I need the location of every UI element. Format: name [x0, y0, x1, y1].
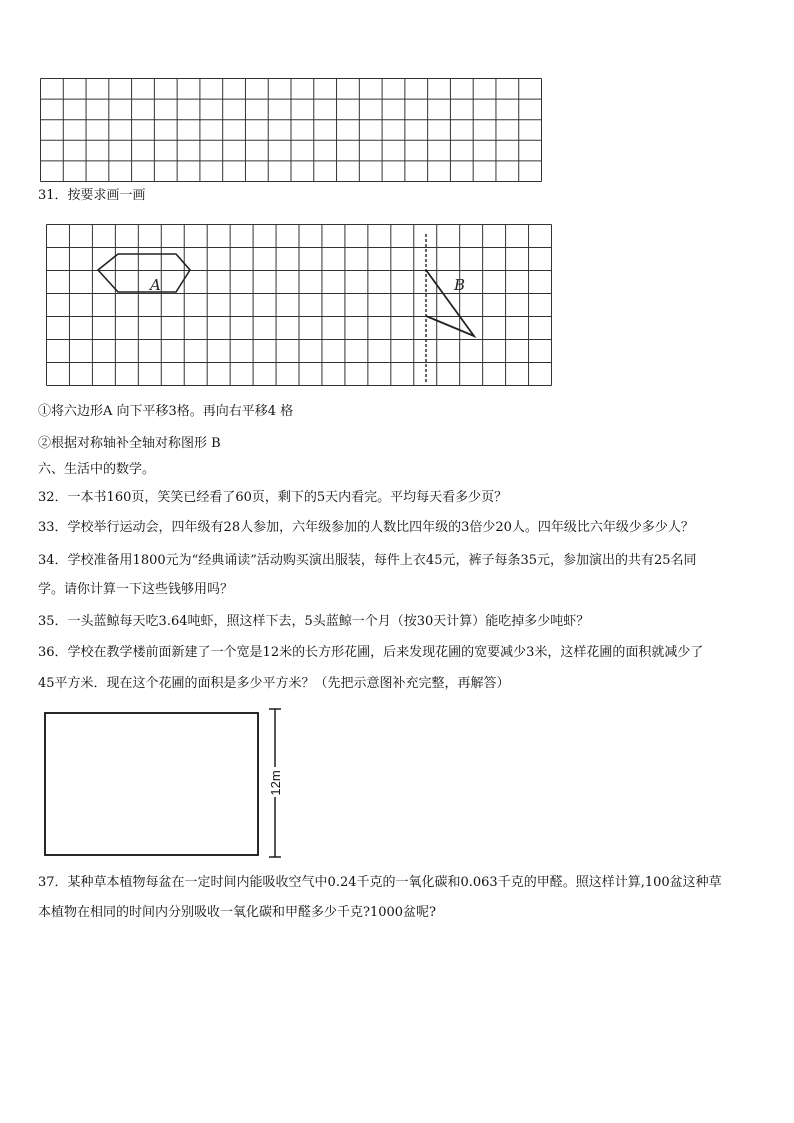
- q33-text: 33．学校举行运动会，四年级有28人参加，六年级参加的人数比四年级的3倍少20人。四年级比六年级少多少人？: [38, 520, 694, 535]
- garden-rectangle: [45, 713, 258, 855]
- section6-title: 六、生活中的数学。: [38, 462, 156, 477]
- q37-line1: 37．某种草本植物每盆在一定时间内能吸收空气中0.24千克的一氧化碳和0.063千克的甲醛。照这样计算,100盆这种草: [38, 875, 722, 890]
- q34-line1: 34．学校准备用1800元为“经典诵读”活动购买演出服装，每件上衣45元，裤子每条35元，参加演出的共有25名同: [38, 553, 697, 568]
- top-grid: [40, 78, 542, 182]
- q36-line2: 45平方米．现在这个花圃的面积是多少平方米？（先把示意图补充完整，再解答）: [38, 676, 510, 691]
- q32-text: 32．一本书160页，笑笑已经看了60页，剩下的5天内看完。平均每天看多少页？: [38, 490, 508, 505]
- hexagon-a: [98, 254, 190, 292]
- shape-a-label: A: [150, 276, 161, 294]
- q36-rectangle-diagram: [40, 705, 290, 860]
- q37-line2: 本植物在相同的时间内分别吸收一氧化碳和甲醛多少千克?1000盆呢?: [38, 905, 437, 920]
- q36-line1: 36．学校在教学楼前面新建了一个宽是12米的长方形花圃，后来发现花圃的宽要减少3米，这样花圃的面积就减少了: [38, 645, 704, 660]
- shape-b-label: B: [454, 276, 466, 294]
- half-figure-b: [426, 270, 474, 336]
- q31-item1: ①将六边形A 向下平移3格。再向右平移4 格: [38, 404, 294, 419]
- q35-text: 35．一头蓝鲸每天吃3.64吨虾，照这样下去，5头蓝鲸一个月（按30天计算）能吃掉多少吨虾？: [38, 614, 590, 629]
- q31-grid: [46, 224, 552, 386]
- q31-item2: ②根据对称轴补全轴对称图形 B: [38, 436, 221, 451]
- q34-line2: 学。请你计算一下这些钱够用吗？: [38, 582, 234, 597]
- q31-title: 31．按要求画一画: [38, 188, 146, 203]
- dimension-label: 12m: [268, 770, 283, 796]
